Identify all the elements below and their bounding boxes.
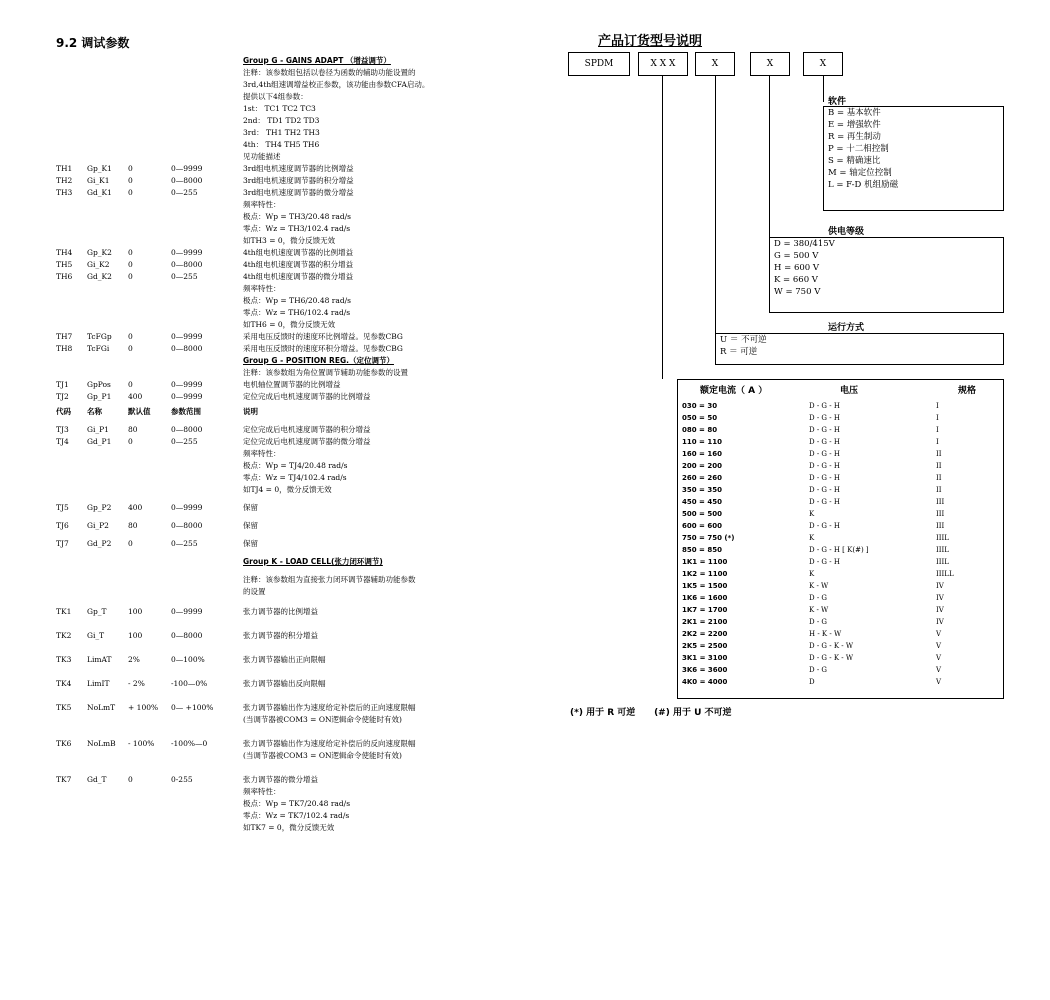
cell-t: 极点：Wp = TH6/20.48 rad/s xyxy=(243,296,351,305)
connector-operation xyxy=(715,76,716,333)
cell-voltage: D - G - H xyxy=(809,522,840,530)
cell-b: TcFGi xyxy=(87,344,110,353)
cell-b: LimAT xyxy=(87,655,112,664)
code-box-model: SPDM xyxy=(568,52,630,76)
option-item: B = 基本软件 xyxy=(828,108,881,118)
cell-c: 0 xyxy=(128,164,133,173)
option-item: D = 380/415V xyxy=(774,239,835,249)
cell-a: TJ2 xyxy=(56,392,69,401)
code-box-voltage: X xyxy=(750,52,790,76)
cell-t: Group K - LOAD CELL(张力闭环调节) xyxy=(243,557,383,566)
cell-b: Gi_P1 xyxy=(87,425,109,434)
cell-current: 080 = 80 xyxy=(682,426,718,434)
cell-b: Gp_K2 xyxy=(87,248,112,257)
option-item: R ＝ 可逆 xyxy=(720,347,758,357)
code-box-current: X X X xyxy=(638,52,688,76)
cell-c: 80 xyxy=(128,425,138,434)
table-row xyxy=(678,594,1003,603)
cell-voltage: D - G xyxy=(809,618,828,626)
cell-d: 0—8000 xyxy=(171,425,203,434)
cell-t: 零点：Wz = TH3/102.4 rad/s xyxy=(243,224,351,233)
cell-t: 采用电压反馈时的速度环比例增益。见参数CBG xyxy=(243,332,403,341)
cell-d: 0—8000 xyxy=(171,260,203,269)
cell-size: V xyxy=(936,654,942,662)
cell-d: -100—0% xyxy=(171,679,208,688)
table-row xyxy=(678,450,1003,459)
cell-t: 张力调节器输出反向限幅 xyxy=(243,679,326,688)
option-item: E = 增强软件 xyxy=(828,120,881,130)
cell-size: V xyxy=(936,630,942,638)
cell-current: 1K6 = 1600 xyxy=(682,594,728,602)
cell-t: 保留 xyxy=(243,521,258,530)
cell-t: (当调节器被COM3 = ON逻辑命令使能时有效) xyxy=(243,715,402,724)
cell-a: 代码 xyxy=(56,407,71,416)
cell-c: 100 xyxy=(128,631,143,640)
cell-d: 0—9999 xyxy=(171,392,203,401)
cell-voltage: H - K - W xyxy=(809,630,842,638)
cell-current: 1K1 = 1100 xyxy=(682,558,728,566)
code-box-software: X xyxy=(803,52,843,76)
cell-c: 0 xyxy=(128,332,133,341)
cell-size: I xyxy=(936,426,939,434)
cell-t: 定位完成后电机速度调节器的积分增益 xyxy=(243,425,371,434)
cell-c: 0 xyxy=(128,775,133,784)
cell-current: 500 = 500 xyxy=(682,510,722,518)
cell-t: 3rd组电机速度调节器的比例增益 xyxy=(243,164,354,173)
cell-voltage: K xyxy=(809,534,815,542)
cell-a: TK2 xyxy=(56,631,72,640)
header-size: 规格 xyxy=(958,386,977,396)
cell-t: 零点：Wz = TH6/102.4 rad/s xyxy=(243,308,351,317)
cell-size: IIILL xyxy=(936,570,954,578)
voltage-box xyxy=(769,237,1004,313)
cell-t: 张力调节器输出正向限幅 xyxy=(243,655,326,664)
cell-a: TH4 xyxy=(56,248,73,257)
cell-size: V xyxy=(936,678,942,686)
cell-t: 4th组电机速度调节器的微分增益 xyxy=(243,272,354,281)
cell-c: - 100% xyxy=(128,739,155,748)
cell-t: 零点：Wz = TK7/102.4 rad/s xyxy=(243,811,350,820)
cell-b: Gd_K2 xyxy=(87,272,112,281)
table-row xyxy=(678,642,1003,651)
cell-current: 050 = 50 xyxy=(682,414,718,422)
table-row xyxy=(678,666,1003,675)
cell-size: III xyxy=(936,522,945,530)
cell-current: 750 = 750 (*) xyxy=(682,534,735,542)
option-item: M = 轴定位控制 xyxy=(828,168,892,178)
cell-c: 2% xyxy=(128,655,140,664)
cell-t: 极点：Wp = TJ4/20.48 rad/s xyxy=(243,461,348,470)
cell-voltage: D - G - H xyxy=(809,486,840,494)
table-row xyxy=(678,654,1003,663)
cell-a: TJ6 xyxy=(56,521,69,530)
cell-voltage: D - G - H [ K(#) ] xyxy=(809,546,869,554)
cell-t: 注释：该参数组为角位置调节辅助功能参数的设置 xyxy=(243,368,408,377)
cell-size: I xyxy=(936,414,939,422)
voltage-label: 供电等级 xyxy=(828,227,865,237)
table-row xyxy=(678,438,1003,447)
cell-voltage: D - G - H xyxy=(809,414,840,422)
cell-c: 0 xyxy=(128,272,133,281)
cell-b: Gd_K1 xyxy=(87,188,112,197)
table-row xyxy=(678,618,1003,627)
cell-d: 0—8000 xyxy=(171,176,203,185)
cell-current: 200 = 200 xyxy=(682,462,722,470)
cell-size: II xyxy=(936,486,942,494)
cell-t: 注释：该参数组包括以卷径为函数的辅助功能设置的 xyxy=(243,68,416,77)
cell-voltage: D - G - K - W xyxy=(809,642,854,650)
cell-a: TH2 xyxy=(56,176,73,185)
cell-current: 1K2 = 1100 xyxy=(682,570,728,578)
cell-a: TK5 xyxy=(56,703,72,712)
cell-t: 2nd： TD1 TD2 TD3 xyxy=(243,116,320,125)
cell-current: 260 = 260 xyxy=(682,474,722,482)
cell-a: TJ1 xyxy=(56,380,69,389)
cell-t: 3rd组电机速度调节器的微分增益 xyxy=(243,188,354,197)
cell-voltage: D - G - H xyxy=(809,438,840,446)
cell-c: 0 xyxy=(128,539,133,548)
cell-t: 定位完成后电机速度调节器的比例增益 xyxy=(243,392,371,401)
cell-size: III xyxy=(936,510,945,518)
cell-t: 零点：Wz = TJ4/102.4 rad/s xyxy=(243,473,347,482)
option-item: R = 再生制动 xyxy=(828,132,881,142)
cell-c: 0 xyxy=(128,437,133,446)
cell-t: 注释：该参数组为直接张力闭环调节器辅助功能参数 xyxy=(243,575,416,584)
parameter-table xyxy=(56,0,486,1000)
cell-voltage: D - G - H xyxy=(809,450,840,458)
cell-t: 保留 xyxy=(243,503,258,512)
cell-d: 0—9999 xyxy=(171,503,203,512)
cell-current: 2K5 = 2500 xyxy=(682,642,728,650)
table-row xyxy=(678,522,1003,531)
table-row xyxy=(678,678,1003,687)
cell-d: 0—9999 xyxy=(171,380,203,389)
cell-current: 2K1 = 2100 xyxy=(682,618,728,626)
cell-t: 如TJ4 = 0，微分反馈无效 xyxy=(243,485,332,494)
cell-a: TH1 xyxy=(56,164,73,173)
cell-t: 4th组电机速度调节器的积分增益 xyxy=(243,260,354,269)
cell-a: TJ7 xyxy=(56,539,69,548)
cell-t: 见功能描述 xyxy=(243,152,281,161)
cell-current: 350 = 350 xyxy=(682,486,722,494)
cell-size: V xyxy=(936,642,942,650)
cell-b: Gi_T xyxy=(87,631,105,640)
option-item: G = 500 V xyxy=(774,251,819,261)
cell-t: 定位完成后电机速度调节器的微分增益 xyxy=(243,437,371,446)
cell-t: 1st： TC1 TC2 TC3 xyxy=(243,104,316,113)
cell-current: 1K5 = 1500 xyxy=(682,582,728,590)
table-row xyxy=(678,462,1003,471)
cell-size: IV xyxy=(936,606,944,614)
cell-a: TK1 xyxy=(56,607,72,616)
order-code-title: 产品订货型号说明 xyxy=(598,34,703,49)
cell-c: + 100% xyxy=(128,703,159,712)
cell-a: TK6 xyxy=(56,739,72,748)
cell-t: Group G - POSITION REG.（定位调节） xyxy=(243,356,394,365)
cell-t: 张力调节器的微分增益 xyxy=(243,775,318,784)
cell-voltage: D - G - H xyxy=(809,402,840,410)
cell-b: Gd_T xyxy=(87,775,107,784)
connector-current xyxy=(662,76,663,379)
cell-d: 0— +100% xyxy=(171,703,214,712)
cell-t: (当调节器被COM3 = ON逻辑命令使能时有效) xyxy=(243,751,402,760)
cell-b: Gi_P2 xyxy=(87,521,109,530)
cell-t: 保留 xyxy=(243,539,258,548)
cell-size: I xyxy=(936,438,939,446)
code-box-operation: X xyxy=(695,52,735,76)
cell-current: 110 = 110 xyxy=(682,438,722,446)
cell-c: 0 xyxy=(128,344,133,353)
cell-t: 频率特性： xyxy=(243,284,281,293)
software-label: 软件 xyxy=(828,97,847,107)
cell-t: 采用电压反馈时的速度环积分增益。见参数CBG xyxy=(243,344,403,353)
table-row xyxy=(678,582,1003,591)
cell-t: 频率特性： xyxy=(243,449,281,458)
cell-voltage: D - G - H xyxy=(809,474,840,482)
software-box xyxy=(823,106,1004,211)
cell-c: 默认值 xyxy=(128,407,151,416)
cell-d: 0—9999 xyxy=(171,607,203,616)
cell-a: TH7 xyxy=(56,332,73,341)
cell-c: 0 xyxy=(128,176,133,185)
cell-voltage: D - G - K - W xyxy=(809,654,854,662)
cell-voltage: D - G - H xyxy=(809,426,840,434)
option-item: S = 精确速比 xyxy=(828,156,881,166)
cell-size: I xyxy=(936,402,939,410)
cell-c: 400 xyxy=(128,503,143,512)
option-item: K = 660 V xyxy=(774,275,818,285)
cell-a: TJ3 xyxy=(56,425,69,434)
cell-b: NoLmT xyxy=(87,703,116,712)
cell-c: 80 xyxy=(128,521,138,530)
cell-current: 450 = 450 xyxy=(682,498,722,506)
cell-b: 名称 xyxy=(87,407,102,416)
header-voltage: 电压 xyxy=(840,386,859,396)
cell-b: Gp_P1 xyxy=(87,392,112,401)
cell-current: 2K2 = 2200 xyxy=(682,630,728,638)
cell-b: Gp_K1 xyxy=(87,164,112,173)
table-row xyxy=(678,570,1003,579)
table-row xyxy=(678,534,1003,543)
cell-b: Gd_P1 xyxy=(87,437,112,446)
cell-t: 张力调节器输出作为速度给定补偿后的反向速度限幅 xyxy=(243,739,416,748)
cell-d: 0—255 xyxy=(171,188,198,197)
cell-b: TcFGp xyxy=(87,332,112,341)
cell-t: 张力调节器的比例增益 xyxy=(243,607,318,616)
cell-t: 3rd： TH1 TH2 TH3 xyxy=(243,128,320,137)
cell-d: 0—8000 xyxy=(171,344,203,353)
cell-t: Group G - GAINS ADAPT （增益调节） xyxy=(243,56,391,65)
cell-d: 0—255 xyxy=(171,539,198,548)
connector-voltage xyxy=(769,76,770,237)
section-title: 9.2 调试参数 xyxy=(56,36,130,50)
cell-b: NoLmB xyxy=(87,739,116,748)
cell-size: II xyxy=(936,450,942,458)
cell-a: TH6 xyxy=(56,272,73,281)
cell-t: 频率特性： xyxy=(243,200,281,209)
cell-d: 0—8000 xyxy=(171,631,203,640)
cell-t: 提供以下4组参数： xyxy=(243,92,308,101)
cell-size: V xyxy=(936,666,942,674)
cell-size: IIIL xyxy=(936,558,949,566)
cell-t: 电机轴位置调节器的比例增益 xyxy=(243,380,341,389)
cell-c: 0 xyxy=(128,188,133,197)
cell-current: 030 = 30 xyxy=(682,402,718,410)
cell-d: 0-255 xyxy=(171,775,193,784)
option-item: W = 750 V xyxy=(774,287,821,297)
cell-current: 3K6 = 3600 xyxy=(682,666,728,674)
cell-a: TK3 xyxy=(56,655,72,664)
cell-d: 0—9999 xyxy=(171,332,203,341)
cell-voltage: D xyxy=(809,678,815,686)
cell-voltage: D - G xyxy=(809,666,828,674)
cell-size: IIIL xyxy=(936,534,949,542)
cell-b: Gi_K1 xyxy=(87,176,110,185)
cell-a: TH5 xyxy=(56,260,73,269)
cell-a: TK4 xyxy=(56,679,72,688)
cell-c: 0 xyxy=(128,248,133,257)
cell-t: 频率特性： xyxy=(243,787,281,796)
cell-t: 4th组电机速度调节器的比例增益 xyxy=(243,248,354,257)
cell-voltage: D - G - H xyxy=(809,462,840,470)
table-row xyxy=(678,486,1003,495)
operation-box xyxy=(715,333,1004,365)
table-row xyxy=(678,426,1003,435)
cell-a: TH8 xyxy=(56,344,73,353)
cell-current: 3K1 = 3100 xyxy=(682,654,728,662)
cell-size: IIIL xyxy=(936,546,949,554)
cell-size: IV xyxy=(936,594,944,602)
cell-size: III xyxy=(936,498,945,506)
option-item: L = F-D 机组励磁 xyxy=(828,180,899,190)
option-item: U ＝ 不可逆 xyxy=(720,335,767,345)
footnote: (*) 用于 R 可逆 (#) 用于 U 不可逆 xyxy=(570,708,732,718)
cell-size: II xyxy=(936,462,942,470)
cell-b: Gd_P2 xyxy=(87,539,112,548)
cell-size: IV xyxy=(936,582,944,590)
cell-c: 0 xyxy=(128,260,133,269)
cell-t: 极点：Wp = TK7/20.48 rad/s xyxy=(243,799,351,808)
cell-voltage: D - G - H xyxy=(809,558,840,566)
cell-a: TJ5 xyxy=(56,503,69,512)
table-row xyxy=(678,630,1003,639)
cell-d: 0—255 xyxy=(171,272,198,281)
header-current: 额定电流（ A ） xyxy=(700,386,768,396)
cell-voltage: D - G - H xyxy=(809,498,840,506)
cell-t: 说明 xyxy=(243,407,258,416)
cell-d: 0—8000 xyxy=(171,521,203,530)
cell-d: 0—255 xyxy=(171,437,198,446)
current-rating-table xyxy=(677,379,1004,699)
table-row xyxy=(678,510,1003,519)
cell-b: GpPos xyxy=(87,380,111,389)
cell-c: 0 xyxy=(128,380,133,389)
option-item: H = 600 V xyxy=(774,263,820,273)
cell-a: TK7 xyxy=(56,775,72,784)
cell-t: 极点：Wp = TH3/20.48 rad/s xyxy=(243,212,351,221)
cell-size: IV xyxy=(936,618,944,626)
cell-t: 3rd,4th组速调增益校正参数，该功能由参数CFA启动。 xyxy=(243,80,430,89)
table-row xyxy=(678,414,1003,423)
cell-t: 4th： TH4 TH5 TH6 xyxy=(243,140,320,149)
cell-current: 160 = 160 xyxy=(682,450,722,458)
cell-t: 如TK7 = 0，微分反馈无效 xyxy=(243,823,335,832)
table-row xyxy=(678,606,1003,615)
cell-d: -100%—0 xyxy=(171,739,208,748)
cell-size: II xyxy=(936,474,942,482)
cell-a: TJ4 xyxy=(56,437,69,446)
table-row xyxy=(678,498,1003,507)
cell-c: 400 xyxy=(128,392,143,401)
cell-a: TH3 xyxy=(56,188,73,197)
cell-voltage: K - W xyxy=(809,582,829,590)
table-row xyxy=(678,402,1003,411)
cell-t: 如TH6 = 0，微分反馈无效 xyxy=(243,320,336,329)
cell-current: 4K0 = 4000 xyxy=(682,678,728,686)
table-row xyxy=(678,558,1003,567)
connector-software xyxy=(823,76,824,102)
cell-current: 600 = 600 xyxy=(682,522,722,530)
cell-voltage: K xyxy=(809,510,815,518)
cell-t: 如TH3 = 0，微分反馈无效 xyxy=(243,236,336,245)
cell-c: 100 xyxy=(128,607,143,616)
cell-voltage: D - G xyxy=(809,594,828,602)
cell-t: 张力调节器的积分增益 xyxy=(243,631,318,640)
cell-voltage: K xyxy=(809,570,815,578)
option-item: P = 十二相控制 xyxy=(828,144,889,154)
table-row xyxy=(678,546,1003,555)
cell-voltage: K - W xyxy=(809,606,829,614)
table-row xyxy=(678,474,1003,483)
cell-current: 1K7 = 1700 xyxy=(682,606,728,614)
cell-d: 0—9999 xyxy=(171,164,203,173)
cell-d: 0—9999 xyxy=(171,248,203,257)
cell-b: LimIT xyxy=(87,679,110,688)
cell-b: Gp_T xyxy=(87,607,107,616)
cell-d: 0—100% xyxy=(171,655,205,664)
operation-label: 运行方式 xyxy=(828,323,865,333)
cell-c: - 2% xyxy=(128,679,145,688)
cell-t: 张力调节器输出作为速度给定补偿后的正向速度限幅 xyxy=(243,703,416,712)
cell-current: 850 = 850 xyxy=(682,546,722,554)
cell-t: 的设置 xyxy=(243,587,266,596)
cell-t: 3rd组电机速度调节器的积分增益 xyxy=(243,176,354,185)
cell-b: Gi_K2 xyxy=(87,260,110,269)
cell-d: 参数范围 xyxy=(171,407,201,416)
cell-b: Gp_P2 xyxy=(87,503,112,512)
